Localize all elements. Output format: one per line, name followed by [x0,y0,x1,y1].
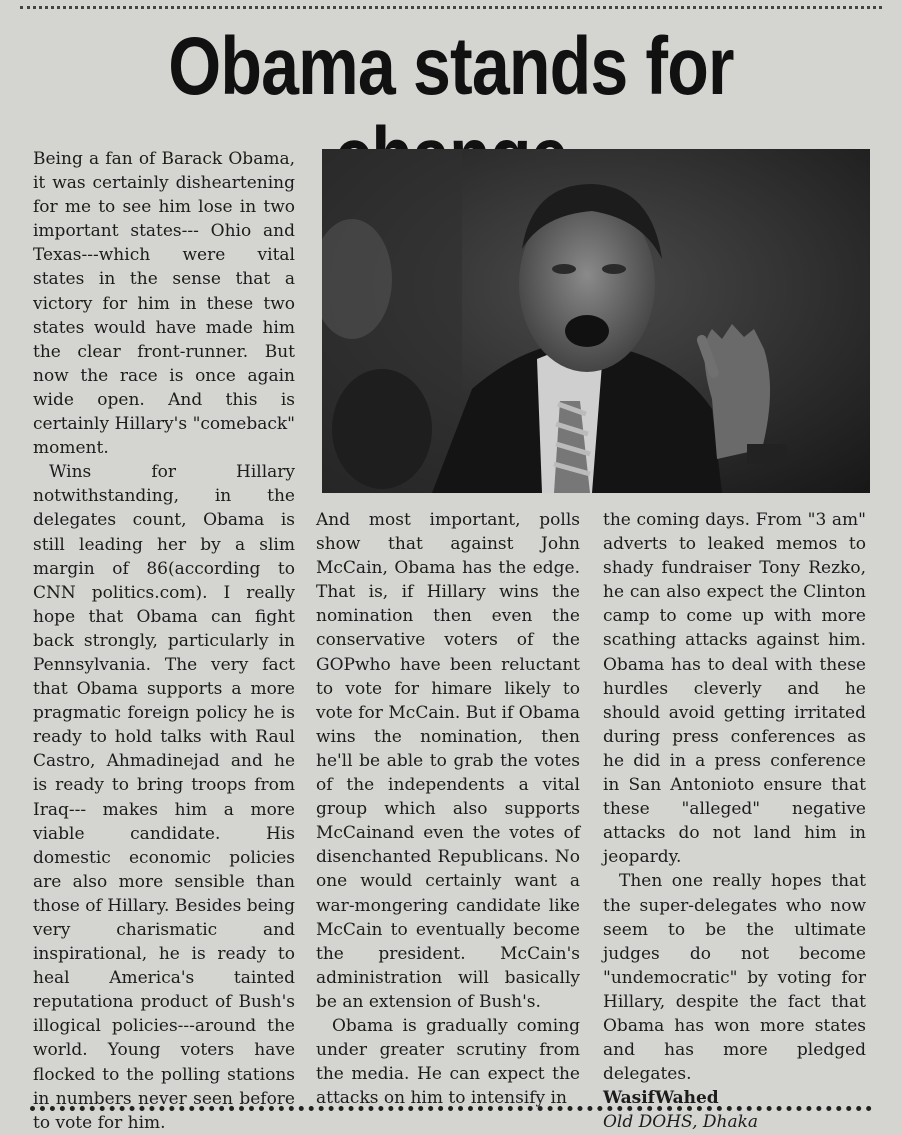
paragraph: Wins for Hillary notwithstanding, in the delegates count, Obama is still leading her by a slim margin of 86(according to CNN politics.com). I really hope that Obama can fight back strongly, particularly in Pennsylvania. The very fact that Obama supports a more pragmatic foreign policy he is ready to hold talks with Raul Castro, Ahmadinejad and he is ready to bring troops from Iraq--- makes him a more viable candidate. His domestic economic policies are also more sensible than those of Hillary. Besides being very charismatic and inspirational, he is ready to heal America's tainted reputationa product of Bush's illogical policies---around the world. Young voters have flocked to the polling stations in numbers never seen before to vote for him. [33,462,295,1133]
article-column-3 [603,508,866,1134]
paragraph: the coming days. From "3 am" adverts to leaked memos to shady fundraiser Tony Rezko, he can also expect the Clinton camp to come up with more scathing attacks against him. Obama has to deal with these hurdles cleverly and he should avoid getting irritated during press conferences as he did in a press conference in San Antonioto ensure that these "alleged" negative attacks do not land him in jeopardy. [603,510,866,868]
headline: Obama stands for [168,21,734,112]
paragraph: Then one really hopes that the super-delegates who now seem to be the ultimate judges do not become "undemocratic" by voting for Hillary, despite the fact that Obama has won more states and has more pledged delegates. [603,871,866,1085]
top-dotted-rule [20,6,882,9]
bottom-dotted-rule [30,1106,872,1111]
obama-photo [322,149,870,493]
paragraph: Obama is gradually coming under greater scrutiny from the media. He can expect the attacks on him to intensify in [316,1015,580,1109]
author-location: Old DOHS, Dhaka [603,1112,759,1133]
author-name: WasifWahed [603,1088,719,1109]
article-column-2 [316,508,580,1110]
photo-icon [322,149,870,493]
paragraph: Being a fan of Barack Obama, it was certainly disheartening for me to see him lose in two important states--- Ohio and Texas---which were vital states in the sense that a victory for him in these two states would have made him the clear front-runner. But now the race is once again wide open. And this is certainly Hillary's "comeback" moment. [33,149,295,459]
paragraph: And most important, polls show that against John McCain, Obama has the edge. That is, if Hillary wins the nomination then even the conservative voters of the GOPwho have been reluctant to vote for himare likely to vote for McCain. But if Obama wins the nomination, then he'll be able to grab the votes of the independents a vital group which also supports McCainand even the votes of disenchanted Republicans. No one would certainly want a war-mongering candidate like McCain to eventually become the president. McCain's administration will basically be an extension of Bush's. [316,510,580,1012]
article-column-1 [33,147,295,1135]
